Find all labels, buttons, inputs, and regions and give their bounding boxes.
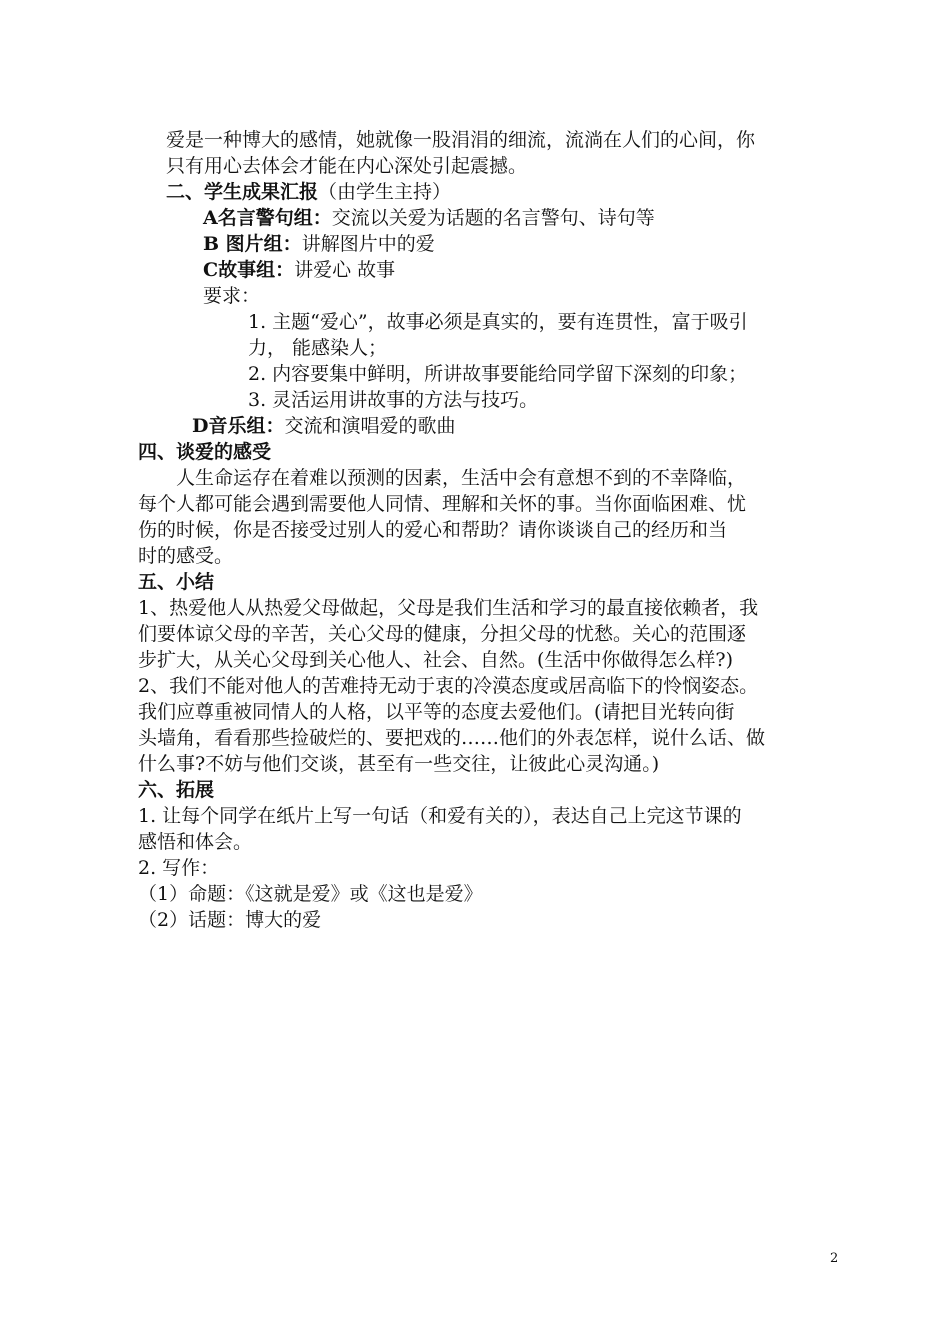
page-number: 2 xyxy=(830,1251,839,1266)
section-heading-summary: 五、小结 xyxy=(138,571,215,593)
list-item: 1. 让每个同学在纸片上写一句话（和爱有关的），表达自己上完这节课的 xyxy=(138,805,742,827)
paragraph-line: 伤的时候，你是否接受过别人的爱心和帮助？请你谈谈自己的经历和当 xyxy=(138,519,728,541)
group-a xyxy=(203,205,655,231)
group-c-text: 讲爱心 故事 xyxy=(294,259,396,281)
list-item: 感悟和体会。 xyxy=(138,831,253,853)
group-c-label: C故事组： xyxy=(203,259,295,281)
paragraph-line: 步扩大，从关心父母到关心他人、社会、自然。(生活中你做得怎么样?) xyxy=(138,649,734,671)
group-a-text: 交流以关爱为话题的名言警句、诗句等 xyxy=(331,207,655,229)
group-b xyxy=(203,231,435,257)
group-a-label: A名言警句组： xyxy=(203,207,332,229)
paragraph-line: 每个人都可能会遇到需要他人同情、理解和关怀的事。当你面临困难、忧 xyxy=(138,493,747,515)
group-d-text: 交流和演唱爱的歌曲 xyxy=(284,415,456,437)
group-d-label: D音乐组： xyxy=(192,415,285,437)
paragraph-line: 们要体谅父母的辛苦，关心父母的健康，分担父母的忧愁。关心的范围逐 xyxy=(138,623,747,645)
list-subitem: （1）命题：《这就是爱》或《这也是爱》 xyxy=(138,883,483,905)
section-heading-note: （由学生主持） xyxy=(318,181,452,203)
section-heading-extension: 六、拓展 xyxy=(138,779,215,801)
list-subitem: （2）话题：博大的爱 xyxy=(138,909,322,931)
paragraph-line: 人生命运存在着难以预测的因素，生活中会有意想不到的不幸降临， xyxy=(176,467,747,489)
group-c xyxy=(203,257,395,283)
paragraph-line: 时的感受。 xyxy=(138,545,234,567)
paragraph-line: 1、热爱他人从热爱父母做起，父母是我们生活和学习的最直接依赖者，我 xyxy=(138,597,759,619)
requirement-item: 1. 主题“爱心”，故事必须是真实的，要有连贯性，富于吸引 xyxy=(248,311,748,333)
requirement-item: 力， 能感染人； xyxy=(248,337,388,359)
requirements-label: 要求： xyxy=(203,285,261,307)
paragraph-line: 2、我们不能对他人的苦难持无动于衷的冷漠态度或居高临下的怜悯姿态。 xyxy=(138,675,759,697)
intro-line: 爱是一种博大的感情，她就像一股涓涓的细流，流淌在人们的心间，你 xyxy=(166,129,756,151)
paragraph-line: 我们应尊重被同情人的人格，以平等的态度去爱他们。(请把目光转向街 xyxy=(138,701,735,723)
group-b-text: 讲解图片中的爱 xyxy=(301,233,435,255)
section-heading-results xyxy=(166,179,451,205)
intro-line: 只有用心去体会才能在内心深处引起震撼。 xyxy=(166,155,528,177)
section-heading-text: 二、学生成果汇报 xyxy=(166,181,319,203)
group-d xyxy=(192,413,456,439)
list-item: 2. 写作： xyxy=(138,857,220,879)
paragraph-line: 什么事?不妨与他们交谈，甚至有一些交往，让彼此心灵沟通。) xyxy=(138,753,660,775)
section-heading-feelings: 四、谈爱的感受 xyxy=(138,441,272,463)
paragraph-line: 头墙角，看看那些捡破烂的、要把戏的……他们的外表怎样，说什么话、做 xyxy=(138,727,766,749)
group-b-label: B 图片组： xyxy=(203,233,302,255)
requirement-item: 3. 灵活运用讲故事的方法与技巧。 xyxy=(248,389,539,411)
requirement-item: 2. 内容要集中鲜明，所讲故事要能给同学留下深刻的印象； xyxy=(248,363,748,385)
